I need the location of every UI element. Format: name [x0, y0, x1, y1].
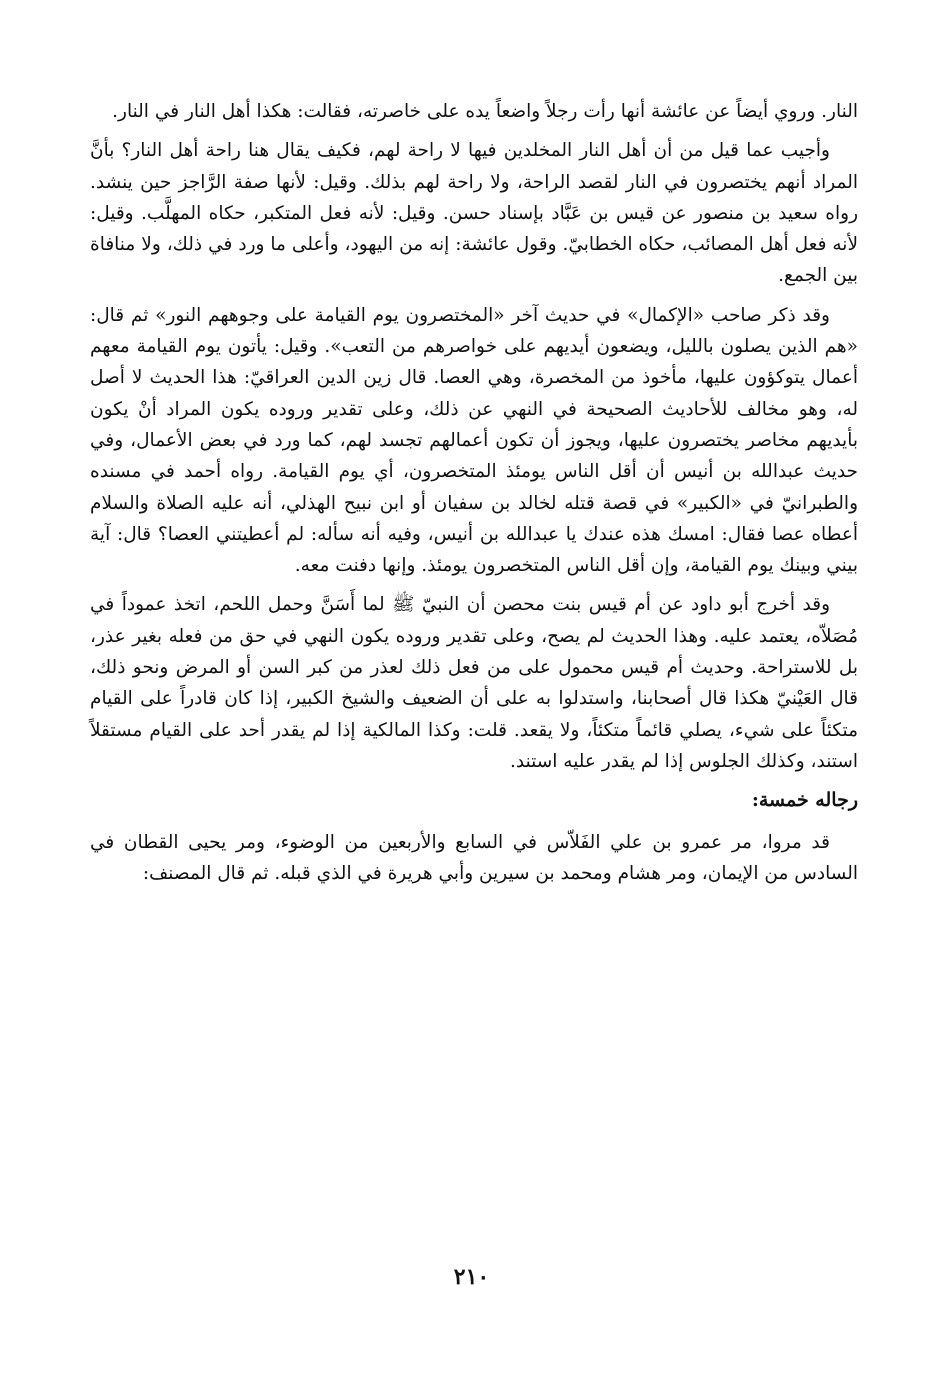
- paragraph-1: النار. وروي أيضاً عن عائشة أنها رأت رجلاً واضعاً يده على خاصرته، فقالت: هكذا أهل النار في النار.: [112, 101, 858, 122]
- main-text: [90, 96, 858, 897]
- paragraph-5: قد مروا، مر عمرو بن علي الفَلاّس في السابع والأربعين من الوضوء، ومر يحيى القطان في السادس من الإيمان، ومر هشام ومحمد بن سيرين وأبي هريرة في الذي قبله. ثم قال المصنف:: [90, 831, 858, 884]
- page-number: ٢١٠: [453, 1264, 490, 1290]
- section-heading: رجاله خمسة:: [751, 789, 858, 812]
- paragraph-3: وقد ذكر صاحب «الإكمال» في حديث آخر «المختصرون يوم القيامة على وجوههم النور» ثم قال: «هم الذين يصلون بالليل، ويضعون أيديهم على خواصرهم من التعب». وقيل: يأتون يوم القيامة معهم أعمال يتوكؤون عليها، مأخوذ من المخصرة، وهي العصا. قال زين الدين العراقيّ: هذا الحديث لا أصل له، وهو مخالف للأحاديث الصحيحة في النهي عن ذلك، وعلى تقدير وروده يكون المراد أنْ يكون بأيديهم مخاصر يختصرون عليها، ويجوز أن تكون أعمالهم تجسد لهم، كما ورد في بعض الأعمال، وفي حديث عبدالله بن أنيس أن أقل الناس يومئذ المتخصرون، أي يوم القيامة. رواه أحمد في مسنده والطبرانيّ في «الكبير» في قصة قتله لخالد بن سفيان أو ابن نبيح الهذلي، أنه عليه الصلاة والسلام أعطاه عصا فقال: امسك هذه عندك يا عبدالله بن أنيس، وفيه أنه سأله: لم أعطيتني العصا؟ قال: آية بيني وبينك يوم القيامة، وإن أقل الناس المتخصرون يومئذ. وإنها دفنت معه.: [90, 304, 858, 577]
- paragraph-4: وقد أخرج أبو داود عن أم قيس بنت محصن أن النبيّ ﷺ لما أَسَنَّ وحمل اللحم، اتخذ عموداً في مُصَلاّه، يعتمد عليه. وهذا الحديث لم يصح، وعلى تقدير وروده يكون النهي في حق من فعله بغير عذر، بل للاستراحة. وحديث أم قيس محمول على من فعل ذلك لعذر من كبر السن أو المرض ونحو ذلك، قال العَيْنيّ هكذا قال أصحابنا، واستدلوا به على أن الضعيف والشيخ الكبير، إذا كان قادراً على القيام متكئاً على شيء، يصلي قائماً متكئاً، ولا يقعد. قلت: وكذا المالكية إذا لم يقدر أحد على القيام مستقلاً استند، وكذلك الجلوس إذا لم يقدر عليه استند.: [90, 594, 858, 772]
- paragraph-2: وأجيب عما قيل من أن أهل النار المخلدين فيها لا راحة لهم، فكيف يقال هنا راحة أهل النار؟ بأنَّ المراد أنهم يختصرون في النار لقصد الراحة، ولا راحة لهم بذلك. وقيل: لأنها صفة الرَّاجز حين ينشد. رواه سعيد بن منصور عن قيس بن عَبَّاد بإسناد حسن. وقيل: لأنه فعل المتكبر، حكاه المهلَّب. وقيل: لأنه فعل أهل المصائب، حكاه الخطابيّ. وقول عائشة: إنه من اليهود، وأعلى ما ورد في ذلك، ولا منافاة بين الجمع.: [90, 140, 858, 287]
